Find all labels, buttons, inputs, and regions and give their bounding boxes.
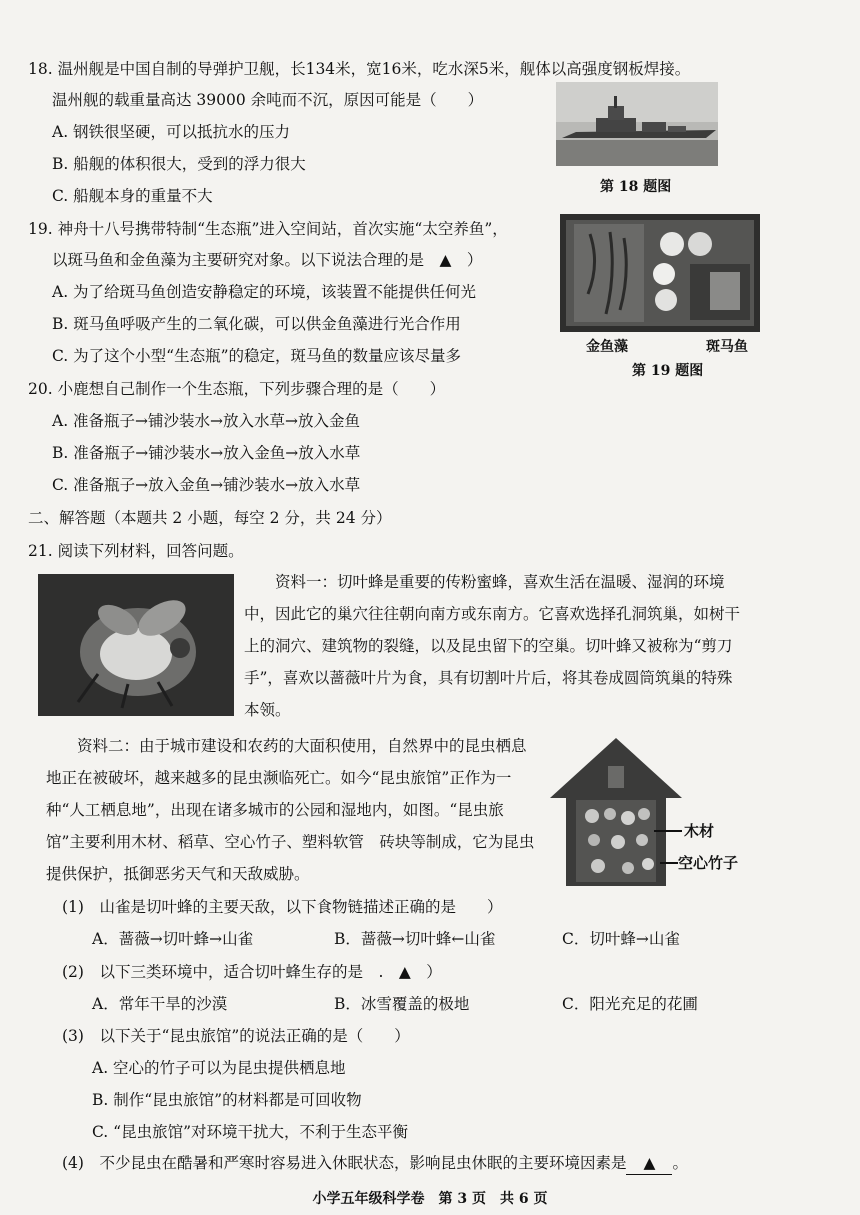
q21-sub1-option-c: C．切叶蜂→山雀 — [562, 930, 680, 948]
q19-stem-line1: 19. 神舟十八号携带特制“生态瓶”进入空间站，首次实施“太空养鱼”， — [28, 220, 508, 238]
q18-stem-line1: 18. 温州舰是中国自制的导弹护卫舰，长134米，宽16米，吃水深5米，舰体以高强度钢板焊接。 — [28, 60, 691, 78]
q19-option-c: C. 为了这个小型“生态瓶”的稳定，斑马鱼的数量应该尽量多 — [52, 347, 462, 365]
page-footer: 小学五年级科学卷 第 3 页 共 6 页 — [312, 1191, 548, 1207]
q19-label-hornwort: 金鱼藻 — [586, 339, 628, 355]
q20-stem: 20. 小鹿想自己制作一个生态瓶，下列步骤合理的是（ ） — [28, 380, 446, 398]
leafcutter-bee-photo — [38, 574, 234, 716]
q18-option-a: A. 钢铁很坚硬，可以抵抗水的压力 — [52, 123, 291, 141]
q19-label-zebrafish: 斑马鱼 — [706, 339, 748, 355]
q21-sub4-line — [62, 1152, 688, 1175]
q21-material-1: 资料一：切叶蜂是重要的传粉蜜蜂，喜欢生活在温暖、湿润的环境中，因此它的巢穴往往朝向南方或东南方。它喜欢选择孔洞筑巢，如树干上的洞穴、建筑物的裂缝，以及昆虫留下的空巢。切叶蜂又被称为“剪刀手”，喜欢以蔷薇叶片为食，具有切割叶片后，将其卷成圆筒筑巢的特殊本领。 — [244, 573, 741, 719]
q21-sub2-stem: (2) 以下三类环境中，适合切叶蜂生存的是 . ▲ ） — [62, 963, 442, 981]
label-hollow-bamboo: 空心竹子 — [678, 854, 739, 872]
q21-sub3-option-b: B. 制作“昆虫旅馆”的材料都是可回收物 — [92, 1091, 362, 1109]
q21-sub2-option-a: A．常年干旱的沙漠 — [92, 995, 228, 1013]
q21-sub3-stem: (3) 以下关于“昆虫旅馆”的说法正确的是（ ） — [62, 1027, 410, 1045]
q19-stem-line2: 以斑马鱼和金鱼藻为主要研究对象。以下说法合理的是 ▲ ） — [52, 251, 483, 269]
q21-stem: 21. 阅读下列材料，回答问题。 — [28, 542, 244, 560]
q18-option-b: B. 船舰的体积很大，受到的浮力很大 — [52, 155, 306, 173]
section2-heading: 二、解答题（本题共 2 小题，每空 2 分，共 24 分） — [28, 509, 392, 527]
q20-option-a: A. 准备瓶子→铺沙装水→放入水草→放入金鱼 — [52, 412, 361, 430]
q20-option-c: C. 准备瓶子→放入金鱼→铺沙装水→放入水草 — [52, 476, 361, 494]
q19-option-b: B. 斑马鱼呼吸产生的二氧化碳，可以供金鱼藻进行光合作用 — [52, 315, 461, 333]
q21-sub4-end: 。 — [672, 1154, 688, 1172]
q21-material-2: 资料二：由于城市建设和农药的大面积使用，自然界中的昆虫栖息地正在被破坏，越来越多的昆虫濒临死亡。如今“昆虫旅馆”正作为一种“人工栖息地”，出现在诸多城市的公园和湿地内，如图。“昆虫旅馆”主要利用木材、稻草、空心竹子、塑料软管 砖块等制成，它为昆虫提供保护，抵御恶劣天气和天敌威胁。 — [46, 737, 535, 883]
q19-caption: 第 19 题图 — [632, 363, 704, 379]
q19-option-a: A. 为了给斑马鱼创造安静稳定的环境，该装置不能提供任何光 — [52, 283, 477, 301]
q19-eco-bottle-photo — [560, 214, 760, 332]
q21-sub2-option-c: C．阳光充足的花圃 — [562, 995, 698, 1013]
q21-sub1-option-b: B．蔷薇→切叶蜂←山雀 — [334, 930, 496, 948]
q21-sub1-option-a: A．蔷薇→切叶蜂→山雀 — [92, 930, 254, 948]
q18-option-c: C. 船舰本身的重量不大 — [52, 187, 213, 205]
q21-sub4-stem: (4) 不少昆虫在酷暑和严寒时容易进入休眠状态，影响昆虫休眠的主要环境因素是 — [62, 1154, 627, 1172]
insect-hotel-photo — [548, 736, 684, 888]
q18-caption: 第 18 题图 — [600, 179, 672, 195]
q21-sub3-option-a: A. 空心的竹子可以为昆虫提供栖息地 — [92, 1059, 346, 1077]
q21-sub2-option-b: B．冰雪覆盖的极地 — [334, 995, 470, 1013]
q21-sub4-answer-blank[interactable]: ▲ — [626, 1152, 672, 1175]
q21-sub3-option-c: C. “昆虫旅馆”对环境干扰大，不利于生态平衡 — [92, 1123, 409, 1141]
label-line-bamboo — [660, 862, 678, 864]
q18-warship-photo — [556, 82, 718, 166]
label-wood: 木材 — [684, 822, 715, 840]
q18-stem-line2: 温州舰的载重量高达 39000 余吨而不沉，原因可能是（ ） — [52, 91, 484, 109]
label-line-wood — [654, 830, 682, 832]
q20-option-b: B. 准备瓶子→铺沙装水→放入金鱼→放入水草 — [52, 444, 361, 462]
q21-sub1-stem: (1) 山雀是切叶蜂的主要天敌，以下食物链描述正确的是 ） — [62, 898, 503, 916]
